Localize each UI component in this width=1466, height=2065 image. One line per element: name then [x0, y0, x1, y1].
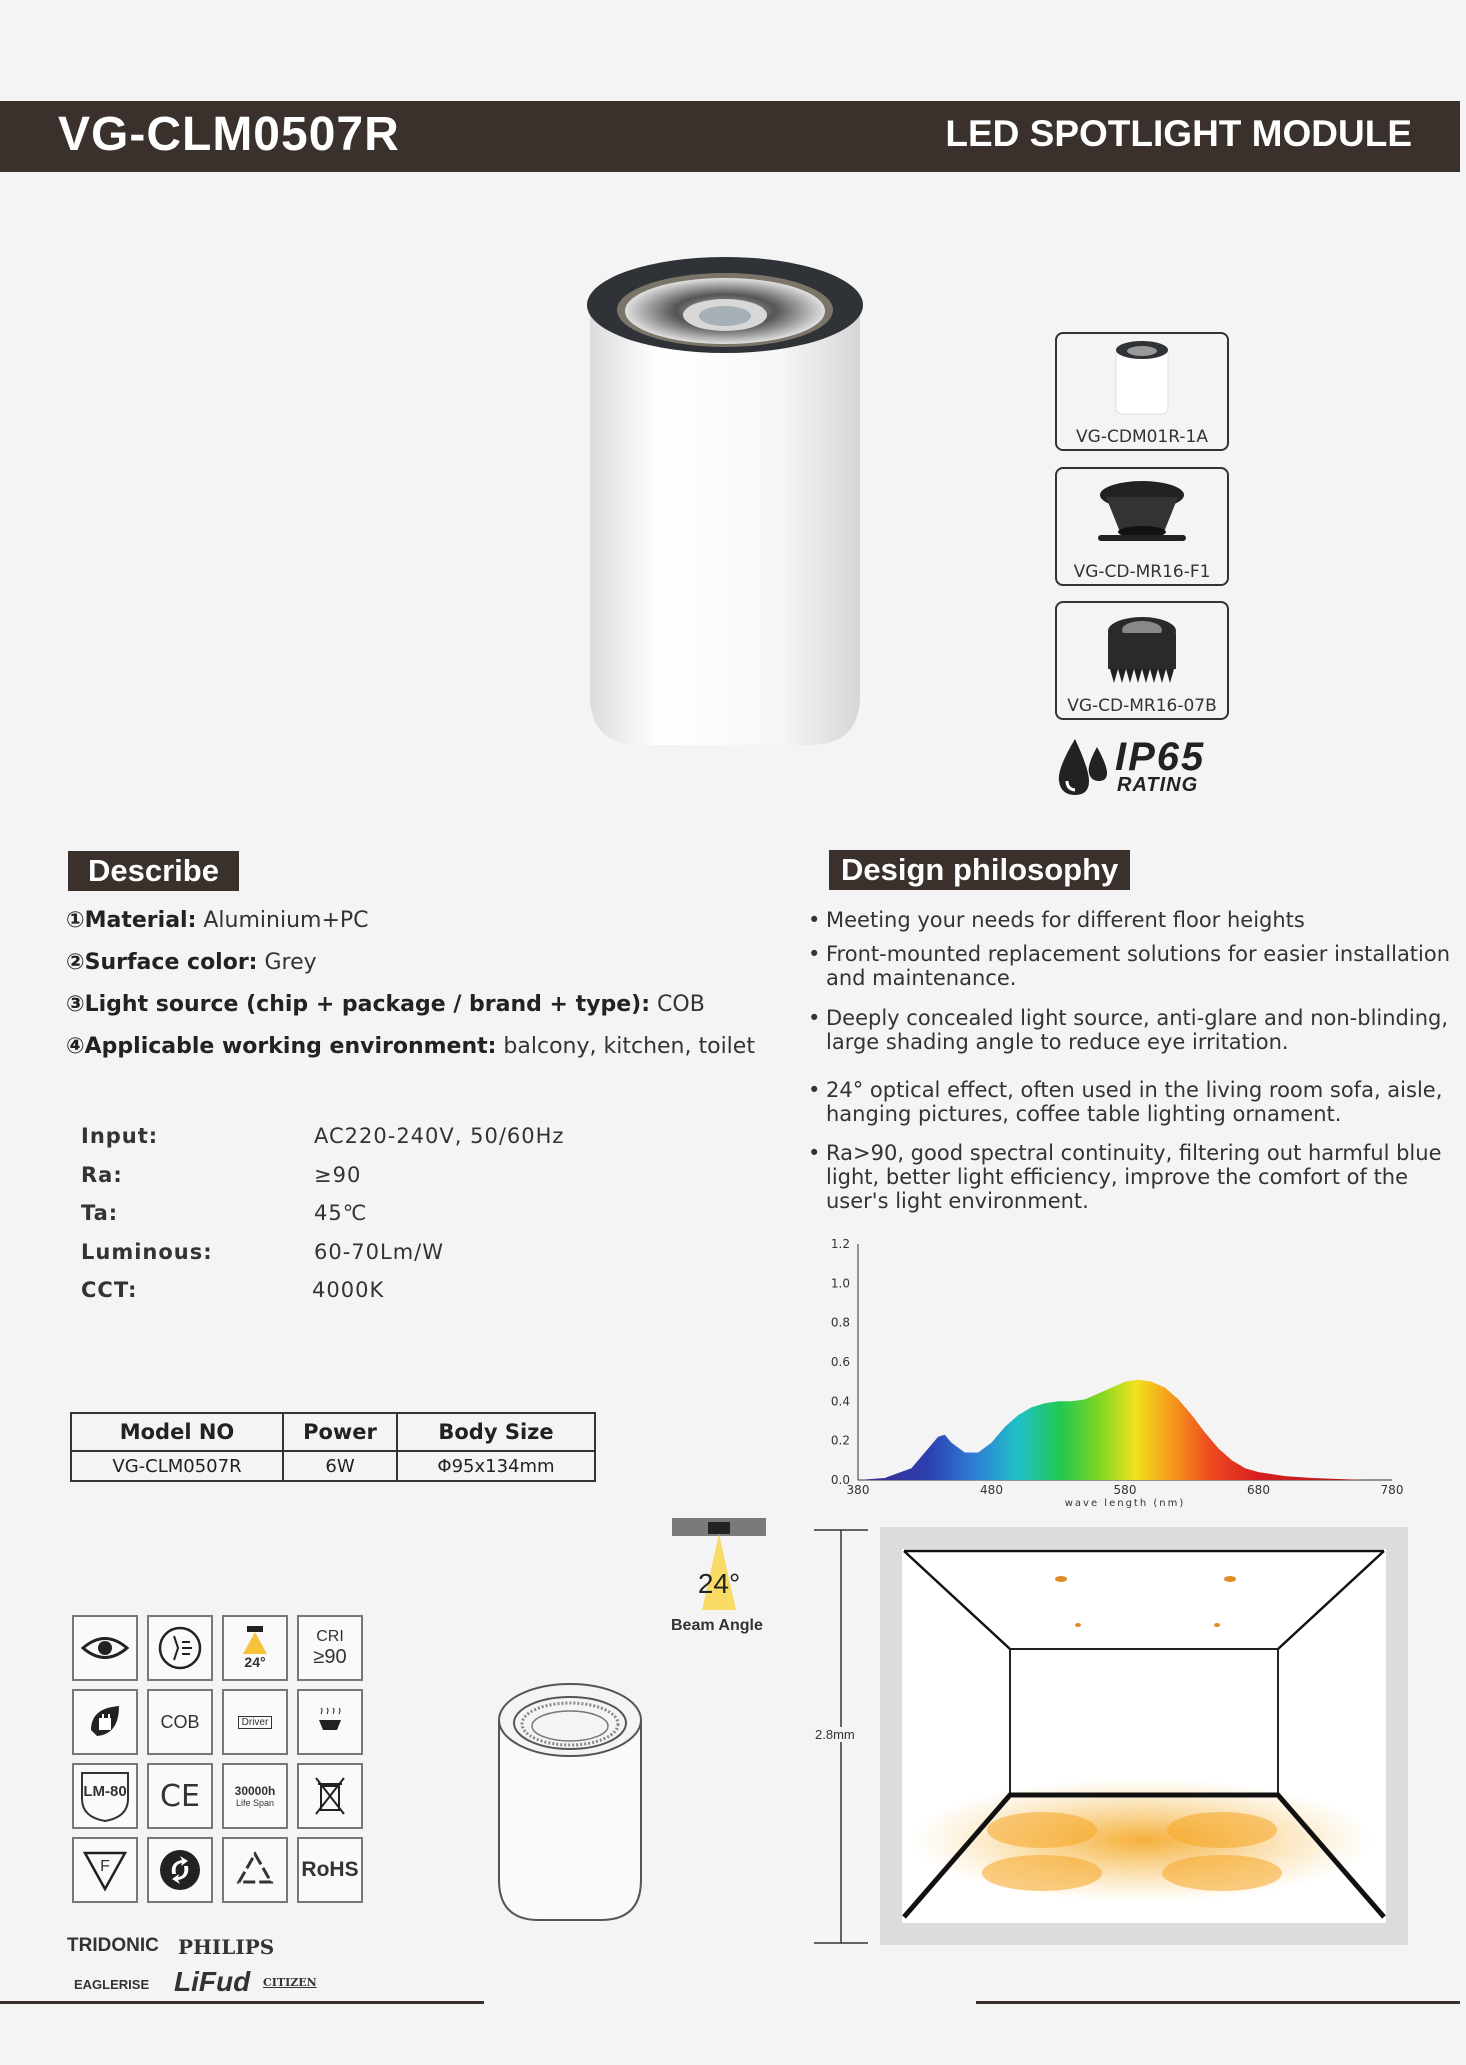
spec-key: Ra:	[81, 1163, 123, 1187]
icon-text: 24°	[244, 1654, 266, 1670]
accessory-card	[1055, 332, 1229, 451]
beam-angle-value: 24°	[697, 1568, 741, 1599]
table-header: Power	[283, 1413, 397, 1451]
describe-material: ①Material: Aluminium+PC	[66, 908, 369, 933]
brand-logo-philips: PHILIPS	[178, 1935, 275, 1959]
model-table	[70, 1412, 596, 1482]
spec-key: Ta:	[81, 1201, 119, 1225]
brand-logo-citizen: CITIZEN	[263, 1976, 317, 1989]
brand-logo-lifud: LiFud	[174, 1966, 251, 1997]
icon-text: CRI	[316, 1627, 344, 1645]
accessory-label: VG-CD-MR16-F1	[1073, 562, 1211, 582]
product-type: LED SPOTLIGHT MODULE	[945, 113, 1412, 154]
table-header: Model NO	[71, 1413, 283, 1451]
icon-subtext: ≥90	[313, 1645, 347, 1668]
y-tick-label: 0.6	[830, 1355, 850, 1369]
brand-logo-eaglerise: EAGLERISE	[74, 1977, 150, 1992]
recycle-arrow-icon	[147, 1837, 213, 1903]
x-tick-label: 480	[980, 1483, 1003, 1497]
cob-icon	[147, 1689, 213, 1755]
design-bullet: • Deeply concealed light source, anti-glare and non-blinding, large shading angle to reduce eye irritation.	[808, 1006, 1456, 1054]
footer-divider-left	[0, 2001, 484, 2004]
icon-text: CE	[160, 1778, 200, 1814]
y-tick-label: 0.4	[830, 1394, 850, 1409]
rohs-icon	[297, 1837, 363, 1903]
x-axis-label: wave length (nm)	[1064, 1498, 1186, 1509]
spec-value: 45℃	[314, 1201, 368, 1225]
x-tick-label: 580	[1113, 1483, 1137, 1497]
accessory-label: VG-CD-MR16-07B	[1067, 696, 1217, 716]
footer-divider-right	[976, 2001, 1460, 2004]
icon-text: COB	[160, 1711, 200, 1732]
no-flicker-icon	[147, 1615, 213, 1681]
lm80-icon	[72, 1763, 138, 1829]
describe-heading: Describe	[68, 851, 239, 891]
table-header: Body Size	[397, 1413, 595, 1451]
spec-value: 4000K	[312, 1278, 385, 1302]
icon-text: RoHS	[301, 1858, 359, 1881]
describe-environment: ④Applicable working environment: balcony, kitchen, toilet	[66, 1034, 755, 1059]
eye-icon	[72, 1615, 138, 1681]
ip-code: IP65	[1115, 735, 1206, 779]
x-tick-label: 380	[846, 1483, 870, 1497]
y-tick-label: 0.8	[830, 1315, 850, 1330]
y-tick-label: 1.2	[830, 1237, 850, 1251]
eco-plug-icon	[72, 1689, 138, 1755]
cri-icon	[297, 1615, 363, 1681]
accessory-led-module-image	[1102, 611, 1182, 691]
room-height-label: 2.8mm	[815, 1727, 855, 1742]
describe-light-source: ③Light source (chip + package / brand + type): COB	[66, 992, 705, 1017]
spec-value: ≥90	[314, 1163, 362, 1187]
table-cell: Φ95x134mm	[397, 1451, 595, 1481]
y-tick-label: 1.0	[830, 1276, 850, 1291]
lifespan-icon	[222, 1763, 288, 1829]
icon-text: LM-80	[83, 1782, 127, 1800]
brand-logo-tridonic: TRIDONIC	[67, 1935, 159, 1956]
product-line-drawing	[495, 1680, 645, 1930]
spec-key: Luminous:	[81, 1240, 213, 1264]
icon-subtext: Life Span	[235, 1798, 275, 1808]
table-cell: VG-CLM0507R	[71, 1451, 283, 1481]
driver-icon	[222, 1689, 288, 1755]
table-cell: 6W	[283, 1451, 397, 1481]
y-tick-label: 0.0	[830, 1473, 850, 1487]
product-photo	[580, 255, 880, 755]
accessory-reflector-image	[1092, 477, 1192, 552]
heat-sink-icon	[297, 1689, 363, 1755]
ce-mark-icon	[147, 1763, 213, 1829]
accessory-card	[1055, 601, 1229, 720]
model-title: VG-CLM0507R	[58, 108, 400, 161]
f-mark-icon	[72, 1837, 138, 1903]
design-bullet: • Front-mounted replacement solutions for easier installation and maintenance.	[808, 942, 1456, 990]
accessory-label: VG-CDM01R-1A	[1076, 427, 1208, 447]
design-bullet: • Ra>90, good spectral continuity, filtering out harmful blue light, better light efficiency, improve the comfort of the user's light environment.	[808, 1141, 1466, 1213]
table-row	[71, 1451, 595, 1481]
design-bullet: • Meeting your needs for different floor heights	[808, 908, 1456, 932]
icon-text: 30000h	[234, 1784, 276, 1798]
describe-color: ②Surface color: Grey	[66, 950, 317, 975]
spec-key: Input:	[81, 1124, 159, 1148]
icon-text: Driver	[238, 1716, 273, 1729]
beam-angle-small-icon	[222, 1615, 288, 1681]
y-tick-label: 0.2	[830, 1433, 850, 1448]
water-drop-icon	[1053, 735, 1113, 800]
beam-angle-label: Beam Angle	[671, 1617, 763, 1634]
design-heading: Design philosophy	[829, 850, 1130, 890]
weee-bin-icon	[297, 1763, 363, 1829]
spec-key: CCT:	[81, 1278, 138, 1302]
room-illustration	[812, 1525, 1412, 1950]
x-tick-label: 680	[1247, 1483, 1270, 1497]
spectrum-area	[858, 1380, 1392, 1480]
icon-text: F	[100, 1858, 110, 1875]
accessory-card	[1055, 467, 1229, 586]
table-header-row	[71, 1413, 595, 1451]
recycle-triangle-icon	[222, 1837, 288, 1903]
x-tick-label: 780	[1380, 1483, 1404, 1497]
spec-value: AC220-240V, 50/60Hz	[314, 1124, 565, 1148]
accessory-housing-image	[1112, 338, 1172, 418]
spec-value: 60-70Lm/W	[314, 1240, 445, 1264]
spectrum-chart	[820, 1228, 1404, 1513]
ip-label: RATING	[1117, 774, 1199, 796]
design-bullet: • 24° optical effect, often used in the living room sofa, aisle, hanging pictures, coffee table lighting ornament.	[808, 1078, 1456, 1126]
